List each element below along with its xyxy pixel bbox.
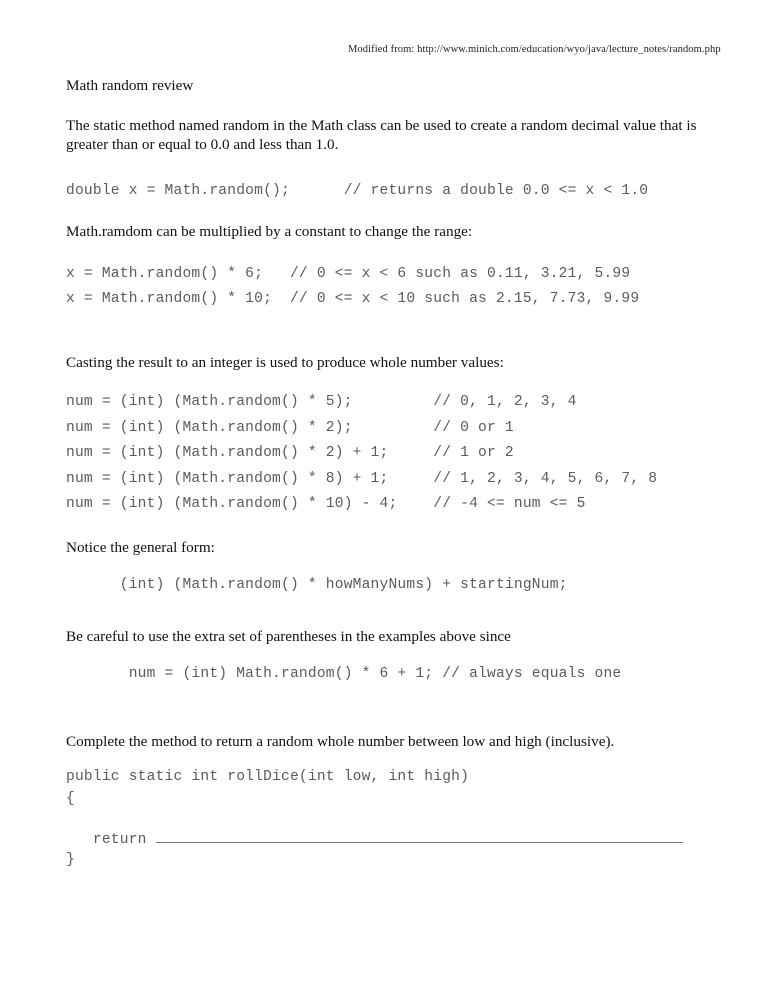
page-title: Math random review <box>66 77 194 94</box>
spacer <box>66 688 712 732</box>
code-method-signature: public static int rollDice(int low, int high) <box>66 769 470 785</box>
spacer <box>66 751 712 765</box>
spacer <box>66 808 712 830</box>
spacer <box>66 96 712 116</box>
spacer <box>66 155 712 179</box>
code-line: num = (int) (Math.random() * 8) + 1; // 1, 2, 3, 4, 5, 6, 7, 8 <box>66 470 658 487</box>
code-line: num = (int) (Math.random() * 10) - 4; // -4 <= num <= 5 <box>66 496 586 512</box>
code-line: x = Math.random() * 6; // 0 <= x < 6 such as 0.11, 3.21, 5.99 <box>66 265 631 282</box>
code-line: num = (int) (Math.random() * 2) + 1; // 1 or 2 <box>66 445 514 461</box>
casting-heading: Casting the result to an integer is used to produce whole number values: <box>66 353 504 371</box>
code-line: num = (int) (Math.random() * 2); // 0 or 1 <box>66 419 514 436</box>
code-double-declaration: double x = Math.random(); // returns a double 0.0 <= x < 1.0 <box>66 182 649 199</box>
code-open-brace: { <box>66 790 75 807</box>
multiply-heading: Math.ramdom can be multiplied by a constant to change the range: <box>66 223 473 240</box>
source-attribution: Modified from: http://www.minich.com/education/wyo/java/lecture_notes/random.php <box>348 44 721 55</box>
answer-blank[interactable] <box>156 831 683 843</box>
code-return-line <box>66 830 712 850</box>
spacer <box>66 646 712 662</box>
code-general-form: (int) (Math.random() * howManyNums) + startingNum; <box>66 577 568 593</box>
code-close-brace: } <box>66 851 75 868</box>
spacer <box>66 242 712 262</box>
code-line: x = Math.random() * 10; // 0 <= x < 10 such as 2.15, 7.73, 9.99 <box>66 291 640 307</box>
spacer <box>66 372 712 390</box>
careful-heading: Be careful to use the extra set of parentheses in the examples above since <box>66 627 511 645</box>
code-block-exercise <box>66 765 712 870</box>
intro-paragraph: The static method named random in the Math class can be used to create a random decimal value that is greater than or equal to 0.0 and less than 1.0. <box>66 116 697 153</box>
code-block-multiply <box>66 262 712 313</box>
spacer <box>66 599 712 627</box>
spacer <box>66 557 712 573</box>
spacer <box>66 204 712 222</box>
code-block-casting <box>66 390 712 518</box>
document-content <box>66 76 712 870</box>
code-careful: num = (int) Math.random() * 6 + 1; // always equals one <box>66 666 622 682</box>
spacer <box>66 518 712 538</box>
return-keyword: return <box>66 831 156 848</box>
code-line: num = (int) (Math.random() * 5); // 0, 1, 2, 3, 4 <box>66 394 577 410</box>
exercise-heading: Complete the method to return a random whole number between low and high (inclusive). <box>66 732 615 750</box>
spacer <box>66 313 712 353</box>
general-form-heading: Notice the general form: <box>66 538 215 556</box>
